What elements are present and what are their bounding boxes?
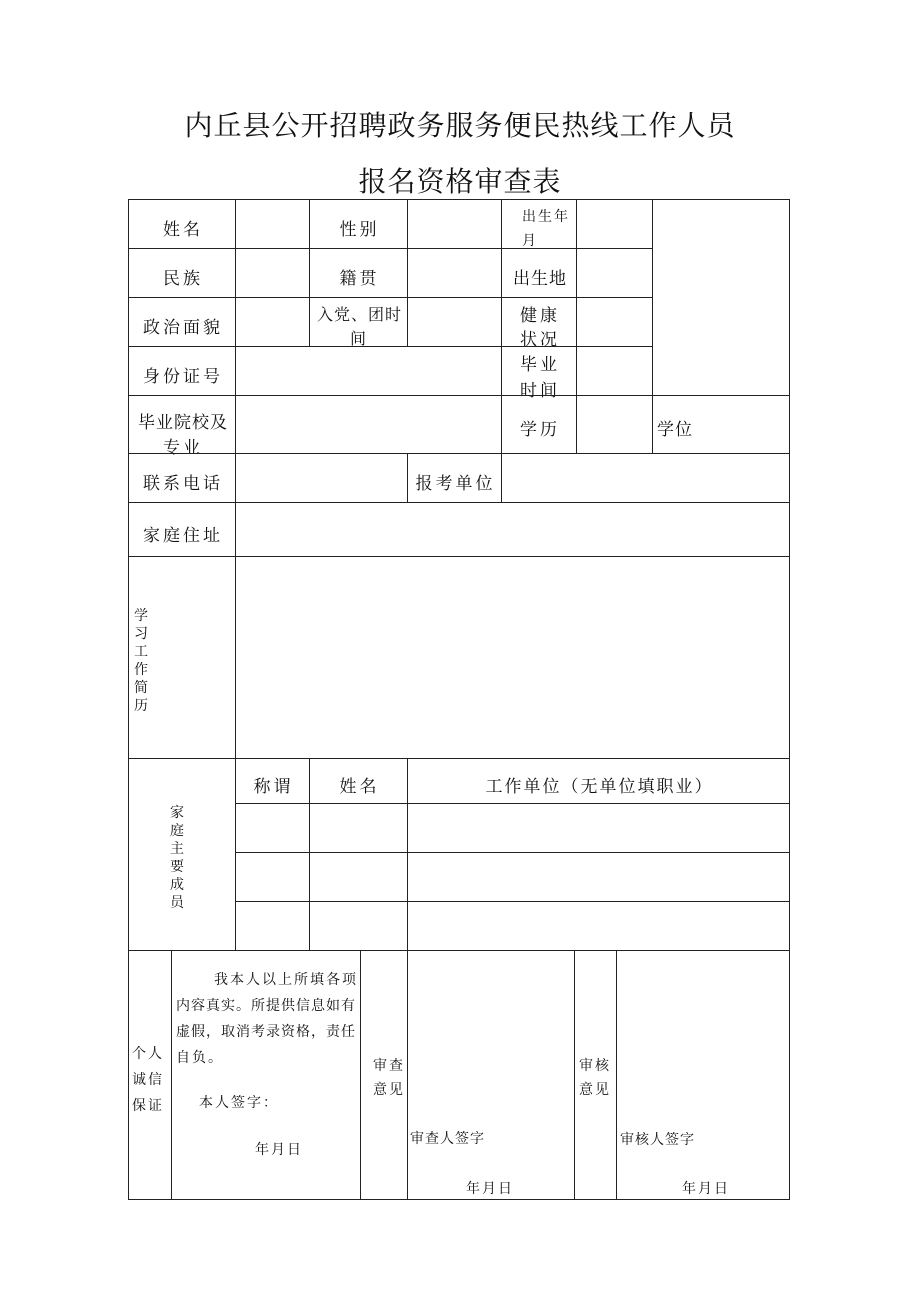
form-title: 内丘县公开招聘政务服务便民热线工作人员 (184, 109, 736, 142)
family-relation-input-2[interactable] (235, 852, 310, 902)
audit-date: 年月日 (682, 1181, 730, 1197)
photo-box[interactable] (652, 199, 790, 396)
registration-table (129, 200, 790, 1201)
family-work-input-1[interactable] (407, 803, 790, 853)
auditor-sign-label: 审核人签字 (620, 1132, 695, 1148)
join-time-input[interactable] (407, 297, 502, 347)
political-input[interactable] (235, 297, 310, 347)
resume-input[interactable] (235, 556, 790, 759)
id-input[interactable] (235, 346, 502, 396)
health-label-line1: 健康 (520, 306, 560, 326)
school-input[interactable] (235, 395, 502, 454)
apply-unit-label: 报考单位 (415, 474, 496, 494)
family-header-work: 工作单位（无单位填职业） (485, 777, 714, 797)
address-label: 家庭住址 (143, 526, 223, 546)
resume-label: 学习工作简历 (134, 608, 148, 714)
health-label-line2: 状况 (520, 330, 560, 350)
review-date: 年月日 (466, 1181, 514, 1197)
school-label-line2: 专业 (163, 438, 203, 458)
audit-label-line1: 审核 (579, 1058, 611, 1074)
integrity-label-line3: 保证 (132, 1098, 164, 1114)
family-relation-input-1[interactable] (235, 803, 310, 853)
self-sign-label: 本人签字： (199, 1095, 279, 1111)
native-place-label: 籍贯 (339, 269, 380, 289)
school-label-line1: 毕业院校及 (138, 413, 228, 433)
family-work-input-2[interactable] (407, 852, 790, 902)
pledge-text-line2: 内容真实。所提供信息如有 (176, 998, 356, 1014)
audit-opinion-cell[interactable] (616, 950, 790, 1200)
grad-time-label-line1: 毕业 (520, 355, 560, 375)
family-work-input-3[interactable] (407, 901, 790, 951)
family-name-input-2[interactable] (309, 852, 408, 902)
political-label: 政治面貌 (143, 318, 223, 338)
family-header-relation: 称谓 (253, 777, 294, 797)
birth-label-line1: 出生年 (522, 209, 570, 225)
pledge-text-line1: 我本人以上所填各项 (214, 972, 358, 988)
health-input[interactable] (576, 297, 653, 347)
apply-unit-input[interactable] (501, 453, 790, 503)
address-input[interactable] (235, 502, 790, 557)
grad-time-label-line2: 时间 (520, 381, 560, 401)
education-label: 学历 (520, 420, 560, 440)
family-header-name: 姓名 (339, 777, 380, 797)
review-label-line1: 审查 (373, 1058, 405, 1074)
ethnicity-label: 民族 (163, 269, 203, 289)
pledge-text-line4: 自负。 (176, 1050, 224, 1066)
native-place-input[interactable] (407, 248, 502, 298)
join-time-label-line2: 间 (349, 329, 369, 348)
degree-label: 学位 (657, 420, 693, 440)
pledge-text-line3: 虚假，取消考录资格，责任 (176, 1024, 356, 1040)
audit-label-line2: 意见 (579, 1082, 611, 1098)
name-label: 姓名 (163, 220, 203, 240)
review-label-line2: 意见 (373, 1082, 405, 1098)
integrity-label-line2: 诚信 (132, 1072, 164, 1088)
review-opinion-cell[interactable] (407, 950, 575, 1200)
phone-input[interactable] (235, 453, 408, 503)
reviewer-sign-label: 审查人签字 (410, 1131, 485, 1147)
integrity-label-line1: 个人 (132, 1046, 164, 1062)
name-input[interactable] (235, 199, 310, 249)
ethnicity-input[interactable] (235, 248, 310, 298)
birth-label-line2: 月 (522, 233, 538, 249)
gender-input[interactable] (407, 199, 502, 249)
family-label: 家庭主要成员 (170, 805, 184, 911)
phone-label: 联系电话 (143, 474, 223, 494)
join-time-label-line1: 入党、团时 (316, 305, 402, 324)
family-relation-input-3[interactable] (235, 901, 310, 951)
birthplace-input[interactable] (576, 248, 653, 298)
education-input[interactable] (576, 395, 653, 454)
self-sign-date: 年月日 (255, 1142, 303, 1158)
grad-time-input[interactable] (576, 346, 653, 396)
gender-label: 性别 (339, 220, 380, 240)
id-label: 身份证号 (143, 367, 223, 387)
birth-input[interactable] (576, 199, 653, 249)
form-subtitle: 报名资格审查表 (358, 165, 562, 198)
birthplace-label: 出生地 (513, 269, 567, 289)
family-name-input-3[interactable] (309, 901, 408, 951)
family-name-input-1[interactable] (309, 803, 408, 853)
